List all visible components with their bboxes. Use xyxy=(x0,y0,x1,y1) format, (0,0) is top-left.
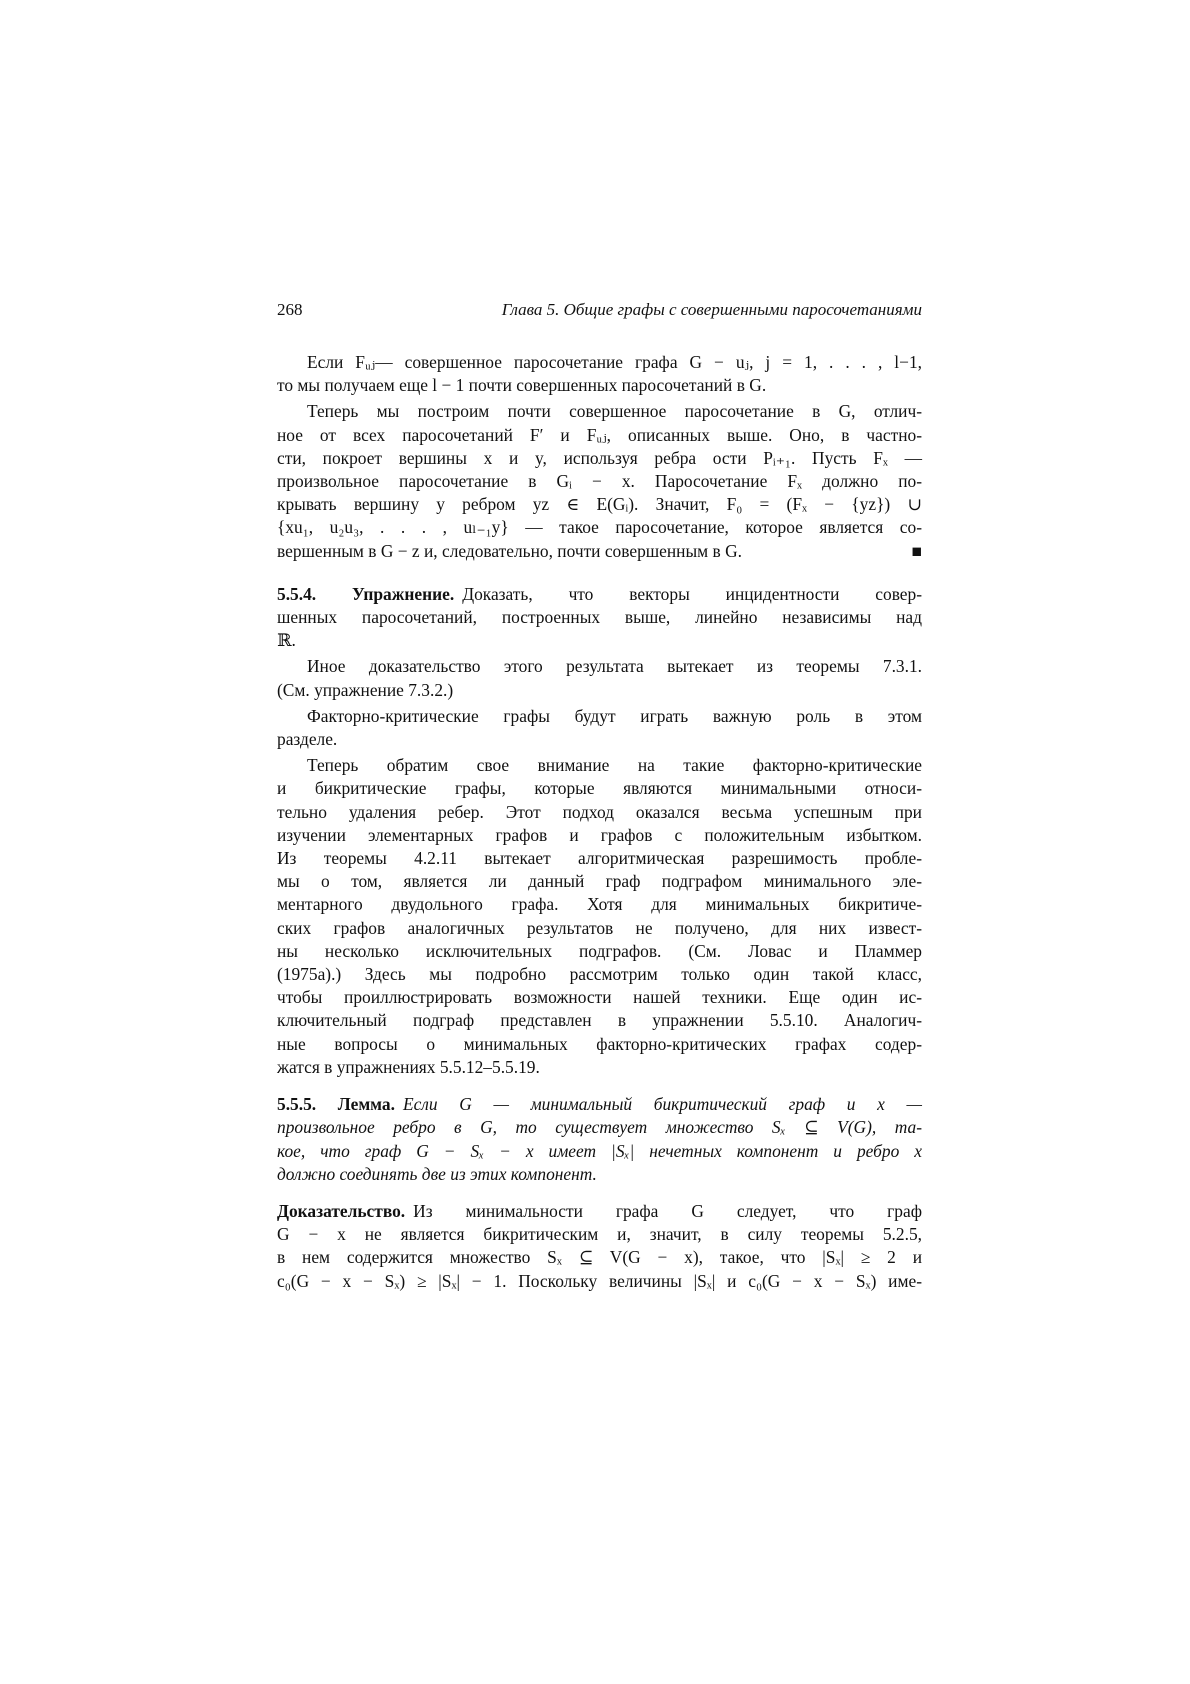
line-text: Если Fᵤⱼ— совершенное паросочетание графа G − uⱼ, j = 1, . . . , l−1, xyxy=(307,352,922,372)
line-text: Из теоремы 4.2.11 вытекает алгоритмическая разрешимость пробле- xyxy=(277,848,922,869)
text-line xyxy=(277,1223,922,1246)
line-text: ℝ. xyxy=(277,630,296,651)
page-number: 268 xyxy=(277,300,303,319)
line-text: в нем содержится множество Sₓ ⊆ V(G − x), такое, что |Sₓ| ≥ 2 и xyxy=(277,1247,922,1268)
line-text: жатся в упражнениях 5.5.12–5.5.19. xyxy=(277,1056,540,1077)
line-text: ное от всех паросочетаний F′ и Fᵤⱼ, описанных выше. Оно, в частно- xyxy=(277,424,922,445)
text-line xyxy=(277,917,922,940)
section-paragraph xyxy=(277,583,922,653)
text-line xyxy=(277,754,922,777)
line-text: то мы получаем еще l − 1 почти совершенных паросочетаний в G. xyxy=(277,375,767,396)
line-text: должно соединять две из этих компонент. xyxy=(277,1163,597,1184)
text-line xyxy=(277,516,922,539)
text-line xyxy=(277,870,922,893)
line-text: Иное доказательство этого результата вытекает из теоремы 7.3.1. xyxy=(307,656,922,677)
text-line xyxy=(277,351,922,374)
paragraph xyxy=(277,351,922,397)
line-text: ключительный подграф представлен в упражнении 5.5.10. Аналогич- xyxy=(277,1010,922,1031)
paragraph xyxy=(277,705,922,751)
section-heading: 5.5.5. Лемма. xyxy=(277,1094,395,1115)
line-text: ны несколько исключительных подграфов. (См. Ловас и Пламмер xyxy=(277,940,922,961)
text-line xyxy=(277,1270,922,1293)
text-line xyxy=(277,847,922,870)
text-line xyxy=(277,1116,922,1139)
text-line xyxy=(277,824,922,847)
section-heading: 5.5.4. Упражнение. xyxy=(277,583,455,604)
text-line xyxy=(277,374,922,397)
section-paragraph xyxy=(277,1200,922,1293)
line-text: сти, покроет вершины x и y, используя ребра ости Pᵢ₊₁. Пусть Fₓ — xyxy=(277,447,922,468)
qed-square-icon: ■ xyxy=(911,540,922,561)
line-text: чтобы проиллюстрировать возможности нашей техники. Еще один ис- xyxy=(277,987,922,1008)
running-title: Глава 5. Общие графы с совершенными паросочетаниями xyxy=(501,300,922,319)
text-line xyxy=(277,493,922,516)
line-text: ских графов аналогичных результатов не получено, для них извест- xyxy=(277,917,922,938)
page-body xyxy=(277,351,922,1296)
line-text: мы о том, является ли данный граф подграфом минимального эле- xyxy=(277,871,922,892)
line-text: Если G — минимальный бикритический граф и x — xyxy=(402,1094,922,1115)
line-text: (См. упражнение 7.3.2.) xyxy=(277,679,454,700)
line-text: ментарного двудольного графа. Хотя для минимальных бикритиче- xyxy=(277,894,922,915)
text-line xyxy=(277,893,922,916)
text-line xyxy=(277,1033,922,1056)
text-line xyxy=(277,963,922,986)
text-line xyxy=(277,940,922,963)
line-text: Теперь мы построим почти совершенное паросочетание в G, отлич- xyxy=(307,401,922,422)
line-text: изучении элементарных графов и графов с положительным избытком. xyxy=(277,824,922,845)
paragraph xyxy=(277,400,922,562)
paragraph xyxy=(277,655,922,701)
line-text: и бикритические графы, которые являются минимальными относи- xyxy=(277,778,922,799)
line-text: ные вопросы о минимальных факторно-критических графах содер- xyxy=(277,1033,922,1054)
text-line xyxy=(277,400,922,423)
text-line xyxy=(277,728,922,751)
line-text: шенных паросочетаний, построенных выше, линейно независимы над xyxy=(277,607,922,628)
line-text: Из минимальности графа G следует, что граф xyxy=(413,1200,922,1221)
line-text: разделе. xyxy=(277,729,338,750)
line-text: кое, что граф G − Sₓ − x имеет |Sₓ| нечетных компонент и ребро x xyxy=(277,1140,922,1161)
line-text: тельно удаления ребер. Этот подход оказался весьма успешным при xyxy=(277,801,922,822)
text-line xyxy=(277,1246,922,1269)
text-line xyxy=(277,777,922,800)
text-line xyxy=(277,629,922,652)
running-header xyxy=(277,300,922,320)
line-text: {xu₁, u₂u₃, . . . , uₗ₋₁y} — такое паросочетание, которое является со- xyxy=(277,517,922,538)
text-line xyxy=(277,679,922,702)
section-paragraph xyxy=(277,1093,922,1186)
line-text: (1975a).) Здесь мы подробно рассмотрим только один такой класс, xyxy=(277,964,922,985)
text-line xyxy=(277,801,922,824)
text-line xyxy=(277,1200,922,1223)
text-line xyxy=(277,424,922,447)
line-text: крывать вершину y ребром yz ∈ E(Gᵢ). Значит, F₀ = (Fₓ − {yz}) ∪ xyxy=(277,494,922,515)
text-line xyxy=(277,470,922,493)
text-line xyxy=(277,986,922,1009)
line-text: произвольное ребро в G, то существует множество Sₓ ⊆ V(G), та- xyxy=(277,1117,922,1138)
line-text: Доказать, что векторы инцидентности совер- xyxy=(462,583,923,604)
text-line xyxy=(277,583,922,606)
text-line xyxy=(277,540,922,563)
text-line xyxy=(277,447,922,470)
text-line xyxy=(277,1140,922,1163)
text-line xyxy=(277,1093,922,1116)
section-heading: Доказательство. xyxy=(277,1200,406,1221)
text-line xyxy=(277,606,922,629)
text-line xyxy=(277,655,922,678)
line-text: G − x не является бикритическим и, значит, в силу теоремы 5.2.5, xyxy=(277,1224,922,1245)
line-text: вершенным в G − z и, следовательно, почти совершенным в G. xyxy=(277,540,742,561)
text-line xyxy=(277,705,922,728)
text-line xyxy=(277,1056,922,1079)
line-text: произвольное паросочетание в Gᵢ − x. Паросочетание Fₓ должно по- xyxy=(277,471,922,492)
line-text: Факторно-критические графы будут играть важную роль в этом xyxy=(307,705,922,726)
text-line xyxy=(277,1009,922,1032)
text-line xyxy=(277,1163,922,1186)
paragraph xyxy=(277,754,922,1079)
line-text: Теперь обратим свое внимание на такие факторно-критические xyxy=(307,755,922,776)
line-text: c₀(G − x − Sₓ) ≥ |Sₓ| − 1. Поскольку величины |Sₓ| и c₀(G − x − Sₓ) име- xyxy=(277,1270,922,1291)
